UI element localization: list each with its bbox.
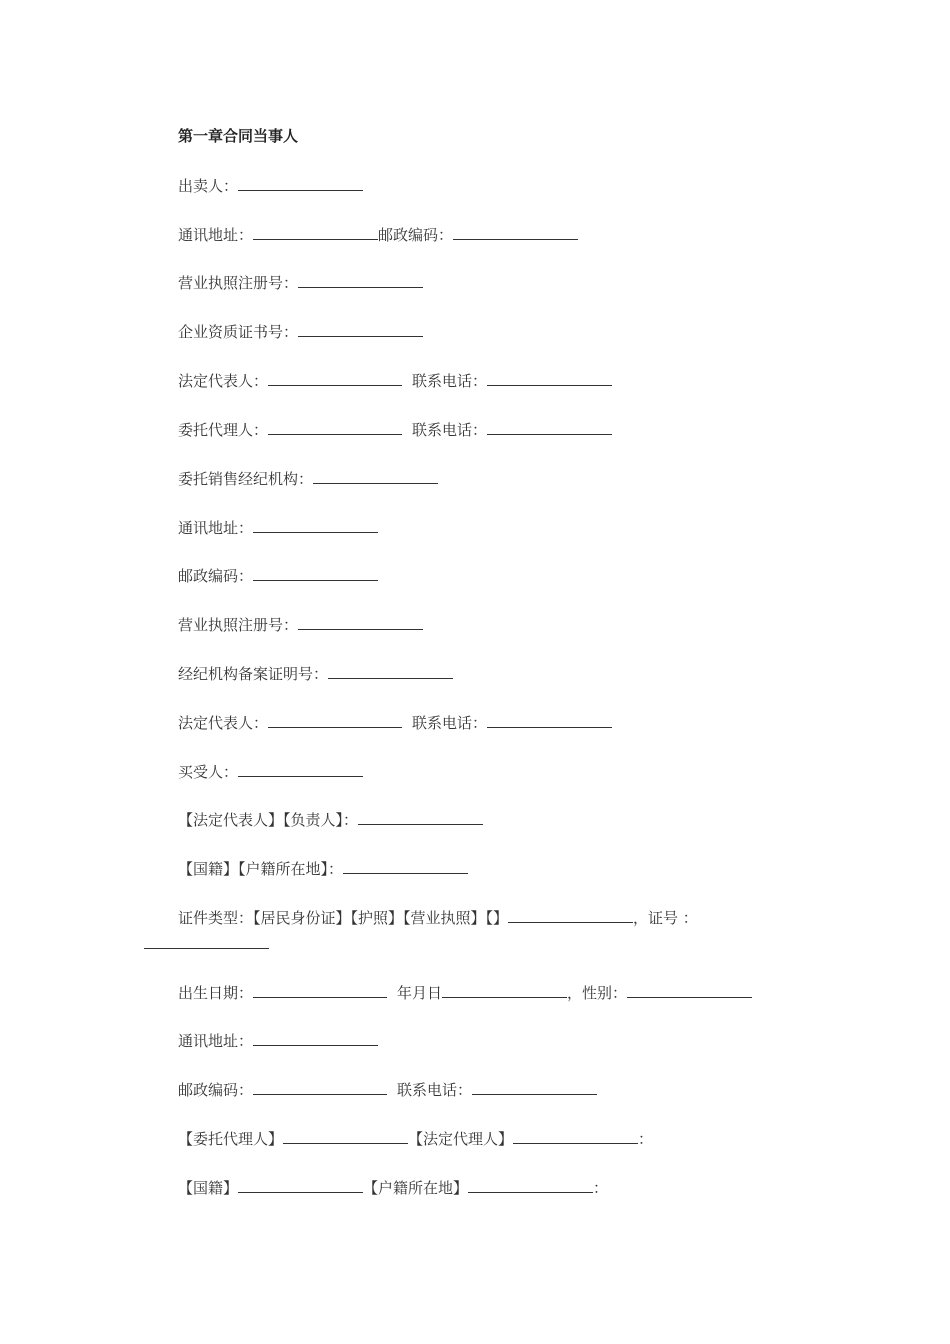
ymd-field[interactable] — [442, 982, 567, 998]
buyer-row — [178, 761, 363, 782]
postal-code-field[interactable] — [253, 1079, 387, 1095]
postal-code-label: 邮政编码： — [178, 1081, 254, 1099]
seller-label: 出卖人： — [178, 177, 239, 195]
agent-row — [178, 419, 612, 440]
domicile-bracket-label: 【户籍所在地】 — [363, 1179, 469, 1197]
qualification-row — [178, 321, 423, 342]
broker-legal-rep-row — [178, 712, 612, 733]
birth-gender-row — [178, 982, 752, 1003]
id-no-field[interactable] — [144, 933, 269, 949]
seller-row — [178, 175, 363, 196]
broker-filing-field[interactable] — [328, 663, 453, 679]
ymd-label: 年月日 — [397, 984, 443, 1002]
id-no-row — [144, 933, 269, 954]
birth-date-field[interactable] — [253, 982, 387, 998]
nationality-domicile-field[interactable] — [343, 858, 468, 874]
broker-filing-row — [178, 663, 453, 684]
postal-code-label: 邮政编码： — [378, 226, 454, 244]
id-type-label: 证件类型：【居民身份证】【护照】【营业执照】【】 — [178, 909, 509, 927]
broker-postal-row — [178, 565, 378, 586]
phone-label: 联系电话： — [412, 714, 488, 732]
license-label: 营业执照注册号： — [178, 616, 299, 634]
legal-rep-field[interactable] — [268, 712, 402, 728]
broker-field[interactable] — [313, 468, 438, 484]
license-field[interactable] — [298, 272, 423, 288]
address-field[interactable] — [253, 224, 378, 240]
buyer-field[interactable] — [238, 761, 363, 777]
gender-field[interactable] — [627, 982, 752, 998]
address-label: 通讯地址： — [178, 226, 254, 244]
legal-rep-label: 法定代表人： — [178, 714, 269, 732]
legal-agent-bracket-field[interactable] — [513, 1128, 638, 1144]
gender-label: ，性别： — [567, 984, 628, 1002]
phone-field[interactable] — [472, 1079, 597, 1095]
phone-field[interactable] — [487, 370, 612, 386]
broker-address-row — [178, 517, 378, 538]
agent-label: 委托代理人： — [178, 421, 269, 439]
domicile-bracket-field[interactable] — [468, 1177, 593, 1193]
legal-rep-label: 法定代表人： — [178, 372, 269, 390]
broker-license-row — [178, 614, 423, 635]
phone-label: 联系电话： — [397, 1081, 473, 1099]
postal-code-field[interactable] — [253, 565, 378, 581]
address-label: 通讯地址： — [178, 1032, 254, 1050]
postal-code-label: 邮政编码： — [178, 567, 254, 585]
legal-rep-or-head-field[interactable] — [358, 809, 483, 825]
phone-label: 联系电话： — [412, 421, 488, 439]
broker-filing-label: 经纪机构备案证明号： — [178, 665, 329, 683]
address-field[interactable] — [253, 517, 378, 533]
agent-bracket-field[interactable] — [283, 1128, 408, 1144]
colon-mark: ： — [638, 1130, 654, 1148]
phone-field[interactable] — [487, 419, 612, 435]
id-no-label: ，证号 ： — [633, 909, 698, 927]
legal-rep-or-head-label: 【法定代表人】【负责人】： — [178, 811, 359, 829]
buyer-agent-row — [178, 1128, 653, 1149]
address-field[interactable] — [253, 1030, 378, 1046]
nationality-bracket-label: 【国籍】 — [178, 1179, 239, 1197]
phone-label: 联系电话： — [412, 372, 488, 390]
id-type-field[interactable] — [508, 907, 633, 923]
broker-row — [178, 468, 438, 489]
license-row — [178, 272, 423, 293]
buyer-postal-phone-row — [178, 1079, 597, 1100]
chapter-title: 第一章合同当事人 — [178, 127, 299, 145]
nationality-domicile-row — [178, 858, 468, 879]
buyer-address-row — [178, 1030, 378, 1051]
nationality-bracket-field[interactable] — [238, 1177, 363, 1193]
qualification-field[interactable] — [298, 321, 423, 337]
nationality-domicile-label: 【国籍】【户籍所在地】： — [178, 860, 344, 878]
legal-rep-row — [178, 370, 612, 391]
agent-field[interactable] — [268, 419, 402, 435]
qualification-label: 企业资质证书号： — [178, 323, 299, 341]
seller-address-row — [178, 224, 578, 245]
legal-rep-field[interactable] — [268, 370, 402, 386]
seller-field[interactable] — [238, 175, 363, 191]
agent-bracket-label: 【委托代理人】 — [178, 1130, 284, 1148]
buyer-label: 买受人： — [178, 763, 239, 781]
phone-field[interactable] — [487, 712, 612, 728]
license-label: 营业执照注册号： — [178, 274, 299, 292]
agent-nationality-row — [178, 1177, 608, 1198]
id-type-row — [178, 907, 698, 928]
address-label: 通讯地址： — [178, 519, 254, 537]
broker-label: 委托销售经纪机构： — [178, 470, 314, 488]
postal-code-field[interactable] — [453, 224, 578, 240]
license-field[interactable] — [298, 614, 423, 630]
legal-rep-or-head-row — [178, 809, 483, 830]
colon-mark: ： — [593, 1179, 609, 1197]
birth-date-label: 出生日期： — [178, 984, 254, 1002]
legal-agent-bracket-label: 【法定代理人】 — [408, 1130, 514, 1148]
